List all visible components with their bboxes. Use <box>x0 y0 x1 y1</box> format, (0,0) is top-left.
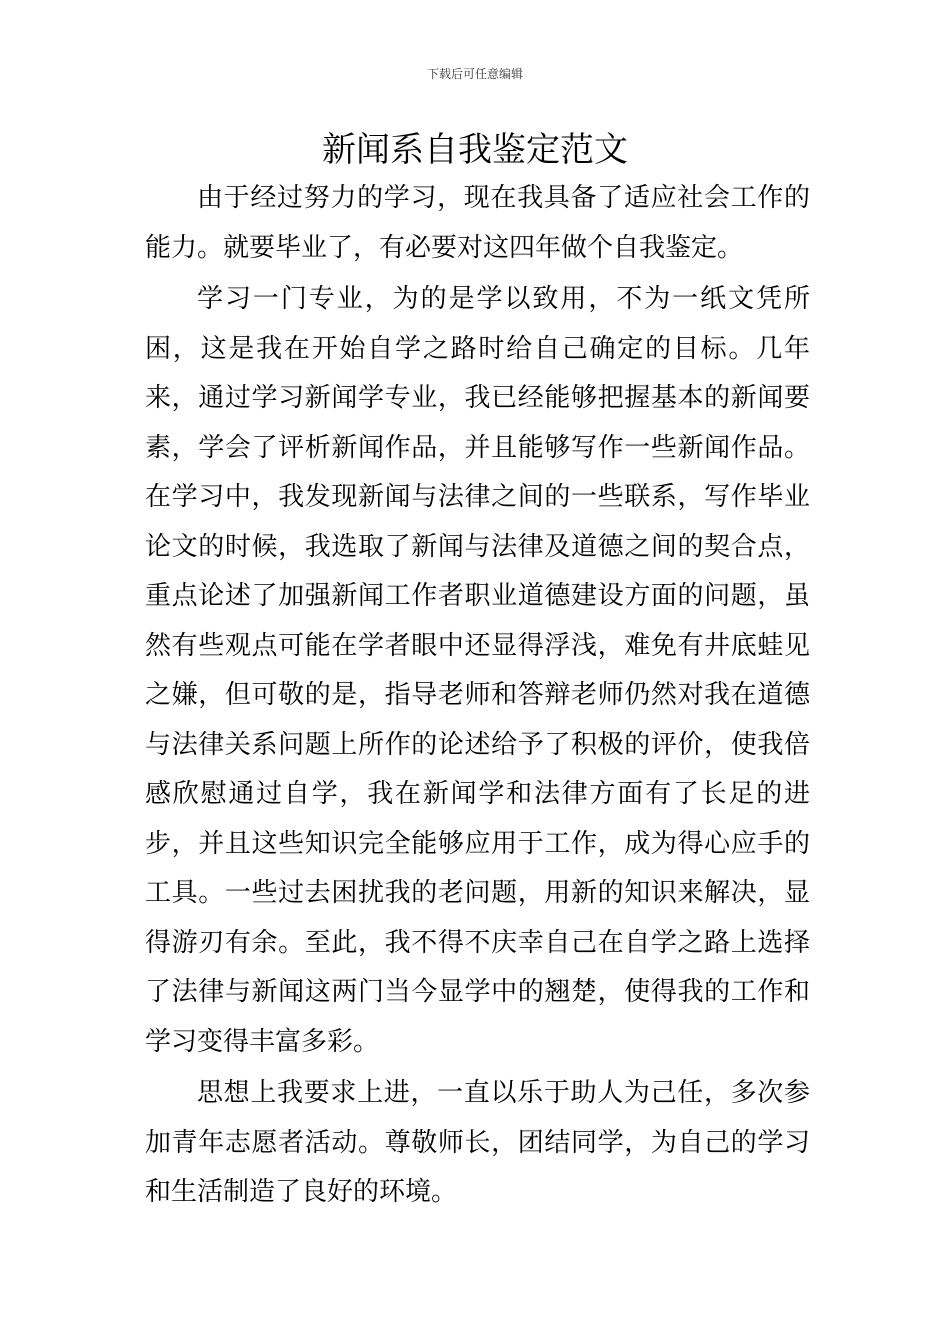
paragraph-ideology: 思想上我要求上进，一直以乐于助人为己任，多次参加青年志愿者活动。尊敬师长，团结同学，为自己的学习和生活制造了良好的环境。 <box>145 1078 810 1207</box>
header-note: 下载后可任意编辑 <box>426 67 523 81</box>
paragraph-study: 学习一门专业，为的是学以致用，不为一纸文凭所困，这是我在开始自学之路时给自己确定的目标。几年来，通过学习新闻学专业，我已经能够把握基本的新闻要素，学会了评析新闻作品，并且能够写作一些新闻作品。在学习中，我发现新闻与法律之间的一些联系，写作毕业论文的时候，我选取了新闻与法律及道德之间的契合点，重点论述了加强新闻工作者职业道德建设方面的问题，虽然有些观点可能在学者眼中还显得浮浅，难免有井底蛙见之嫌，但可敬的是，指导老师和答辩老师仍然对我在道德与法律关系问题上所作的论述给予了积极的评价，使我倍感欣慰通过自学，我在新闻学和法律方面有了长足的进步，并且这些知识完全能够应用于工作，成为得心应手的工具。一些过去困扰我的老问题，用新的知识来解决，显得游刃有余。至此，我不得不庆幸自己在自学之路上选择了法律与新闻这两门当今显学中的翘楚，使得我的工作和学习变得丰富多彩。 <box>145 284 810 1057</box>
document-body <box>145 174 810 1220</box>
document-title: 新闻系自我鉴定范文 <box>322 130 628 170</box>
paragraph-intro: 由于经过努力的学习，现在我具备了适应社会工作的能力。就要毕业了，有必要对这四年做个自我鉴定。 <box>145 183 810 263</box>
